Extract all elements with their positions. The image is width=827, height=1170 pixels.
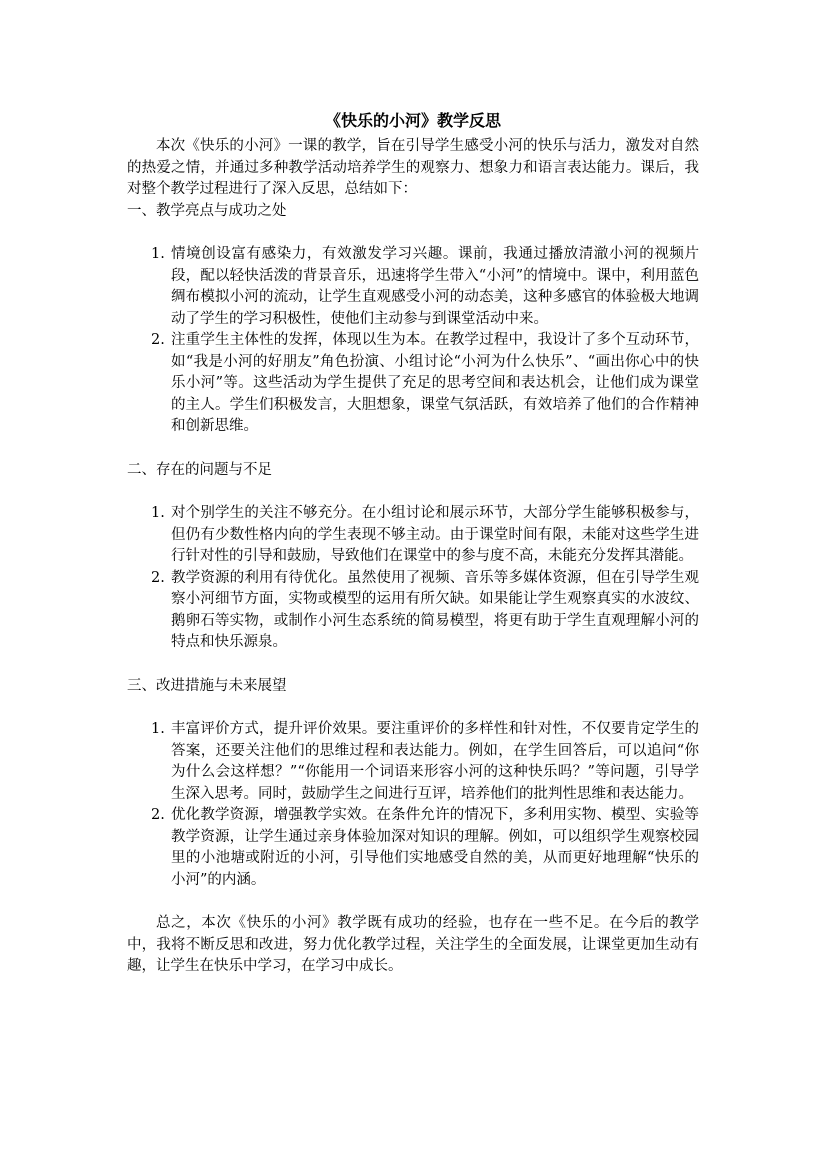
list-item-number: 2. [151, 332, 165, 348]
list-item-number: 1. [151, 505, 165, 521]
document-title: 《快乐的小河》教学反思 [324, 111, 501, 130]
list-item-text: 对个别学生的关注不够充分。在小组讨论和展示环节，大部分学生能够积极参与，但仍有少数性格内向的学生表现不够主动。由于课堂时间有限，未能对这些学生进行针对性的引导和鼓励，导致他们在课堂中的参与度不高，未能充分发挥其潜能。 [171, 505, 699, 564]
section-heading-2: 二、存在的问题与不足 [127, 461, 272, 478]
list-item-text: 情境创设富有感染力，有效激发学习兴趣。课前，我通过播放清澈小河的视频片段，配以轻快活泼的背景音乐，迅速将学生带入“小河”的情境中。课中，利用蓝色绸布模拟小河的流动，让学生直观感受小河的动态美，这种多感官的体验极大地调动了学生的学习积极性，使他们主动参与到课堂活动中来。 [171, 246, 699, 327]
list-item [151, 719, 699, 805]
list-item [151, 568, 699, 654]
section-2-list [127, 503, 699, 654]
list-item-text: 优化教学资源，增强教学实效。在条件允许的情况下，多利用实物、模型、实验等教学资源，让学生通过亲身体验加深对知识的理解。例如，可以组织学生观察校园里的小池塘或附近的小河，引导他们实地感受自然的美，从而更好地理解“快乐的小河”的内涵。 [171, 807, 699, 888]
list-item-number: 1. [151, 246, 165, 262]
document-page [127, 110, 699, 978]
intro-paragraph: 本次《快乐的小河》一课的教学，旨在引导学生感受小河的快乐与活力，激发对自然的热爱之情，并通过多种教学活动培养学生的观察力、想象力和语言表达能力。课后，我对整个教学过程进行了深入反思，总结如下： [127, 138, 699, 197]
list-item [151, 503, 699, 568]
list-item [151, 805, 699, 891]
list-item-text: 注重学生主体性的发挥，体现以生为本。在教学过程中，我设计了多个互动环节，如“我是小河的好朋友”角色扮演、小组讨论“小河为什么快乐”、“画出你心中的快乐小河”等。这些活动为学生提供了充足的思考空间和表达机会，让他们成为课堂的主人。学生们积极发言，大胆想象，课堂气氛活跃，有效培养了他们的合作精神和创新思维。 [171, 332, 699, 434]
conclusion-paragraph: 总之，本次《快乐的小河》教学既有成功的经验，也存在一些不足。在今后的教学中，我将不断反思和改进，努力优化教学过程，关注学生的全面发展，让课堂更加生动有趣，让学生在快乐中学习，在学习中成长。 [127, 915, 699, 974]
section-heading-3: 三、改进措施与未来展望 [127, 677, 287, 694]
list-item-number: 2. [151, 807, 165, 823]
section-1-list [127, 244, 699, 438]
list-item [151, 330, 699, 438]
list-item-text: 丰富评价方式，提升评价效果。要注重评价的多样性和针对性，不仅要肯定学生的答案，还要关注他们的思维过程和表达能力。例如，在学生回答后，可以追问“你为什么会这样想？”“你能用一个词语来形容小河的这种快乐吗？”等问题，引导学生深入思考。同时，鼓励学生之间进行互评，培养他们的批判性思维和表达能力。 [171, 721, 699, 802]
list-item-number: 1. [151, 721, 165, 737]
section-heading-1: 一、教学亮点与成功之处 [127, 202, 287, 219]
section-3-list [127, 719, 699, 891]
list-item-text: 教学资源的利用有待优化。虽然使用了视频、音乐等多媒体资源，但在引导学生观察小河细节方面，实物或模型的运用有所欠缺。如果能让学生观察真实的水波纹、鹅卵石等实物，或制作小河生态系统的简易模型，将更有助于学生直观理解小河的特点和快乐源泉。 [171, 569, 699, 650]
list-item-number: 2. [151, 569, 165, 586]
list-item [151, 244, 699, 330]
